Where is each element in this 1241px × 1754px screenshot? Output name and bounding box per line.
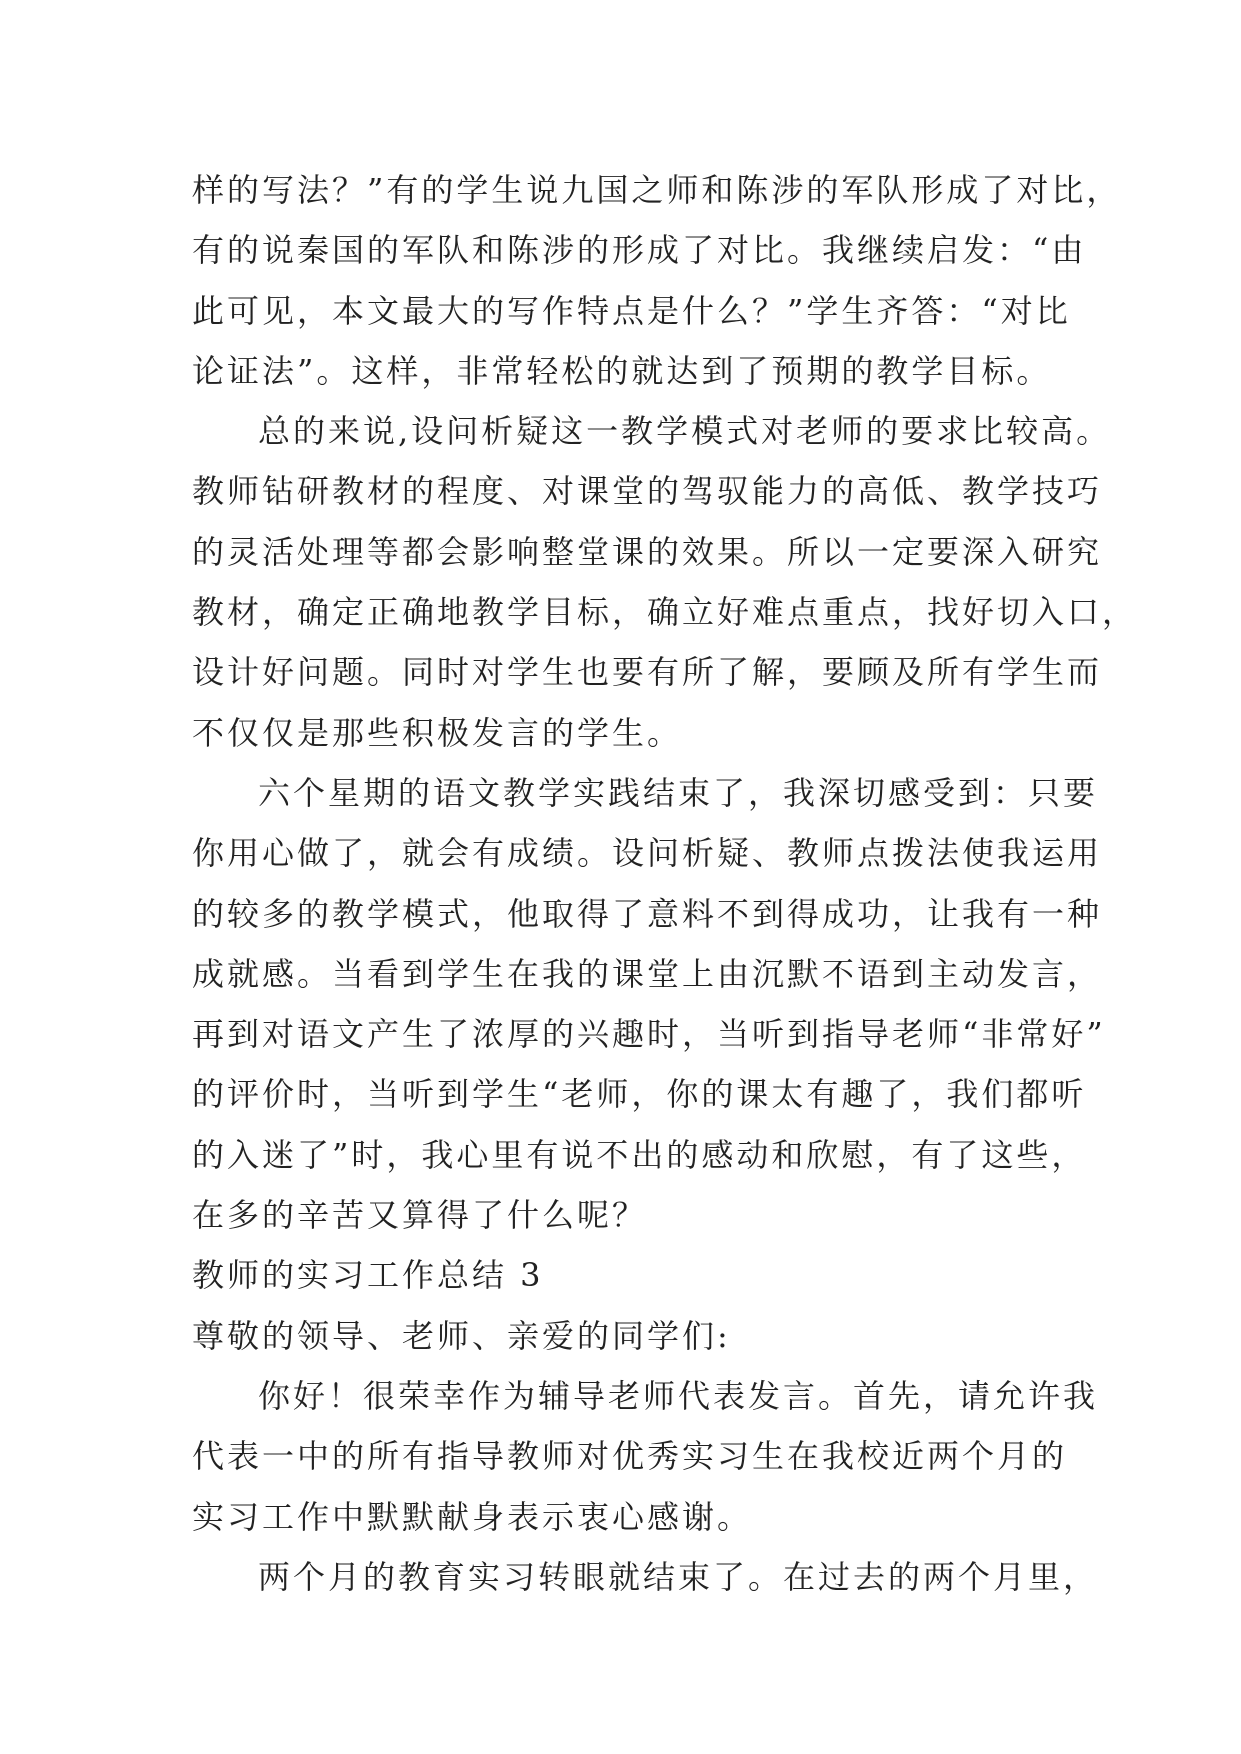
text-line: 你用心做了，就会有成绩。设问析疑、教师点拨法使我运用 <box>192 834 1103 873</box>
text-line: 再到对语文产生了浓厚的兴趣时，当听到指导老师“非常好” <box>192 1015 1106 1054</box>
salutation: 尊敬的领导、老师、亲爱的同学们: <box>192 1316 731 1355</box>
text-line: 样的写法？”有的学生说九国之师和陈涉的军队形成了对比， <box>192 171 1122 209</box>
text-line: 总的来说,设问析疑这一教学模式对老师的要求比较高。 <box>258 412 1112 451</box>
text-line: 论证法”。这样，非常轻松的就达到了预期的教学目标。 <box>192 351 1052 390</box>
text-line: 教材，确定正确地教学目标，确立好难点重点，找好切入口， <box>192 593 1138 632</box>
text-line: 此可见，本文最大的写作特点是什么？”学生齐答：“对比 <box>192 291 1071 330</box>
text-line: 有的说秦国的军队和陈涉的形成了对比。我继续启发：“由 <box>192 231 1087 270</box>
document-body <box>192 160 1138 1607</box>
text-line: 教师钻研教材的程度、对课堂的驾驭能力的高低、教学技巧 <box>192 472 1103 511</box>
text-line: 的评价时，当听到学生“老师，你的课太有趣了，我们都听 <box>192 1075 1087 1114</box>
text-line: 在多的辛苦又算得了什么呢？ <box>192 1196 648 1235</box>
text-line: 六个星期的语文教学实践结束了，我深切感受到：只要 <box>258 773 1099 812</box>
text-line: 实习工作中默默献身表示衷心感谢。 <box>192 1497 753 1536</box>
text-line: 两个月的教育实习转眼就结束了。在过去的两个月里， <box>258 1557 1099 1596</box>
text-line: 的入迷了”时，我心里有说不出的感动和欣慰，有了这些， <box>192 1135 1087 1174</box>
section-heading: 教师的实习工作总结 3 <box>192 1256 544 1295</box>
text-line: 的灵活处理等都会影响整堂课的效果。所以一定要深入研究 <box>192 532 1103 571</box>
text-line: 的较多的教学模式，他取得了意料不到得成功，让我有一种 <box>192 894 1103 933</box>
text-line: 你好！很荣幸作为辅导老师代表发言。首先，请允许我 <box>258 1376 1099 1415</box>
text-line: 设计好问题。同时对学生也要有所了解，要顾及所有学生而 <box>192 653 1103 692</box>
text-line: 代表一中的所有指导教师对优秀实习生在我校近两个月的 <box>192 1437 1068 1476</box>
text-line: 不仅仅是那些积极发言的学生。 <box>192 713 683 752</box>
text-line: 成就感。当看到学生在我的课堂上由沉默不语到主动发言， <box>192 954 1103 993</box>
